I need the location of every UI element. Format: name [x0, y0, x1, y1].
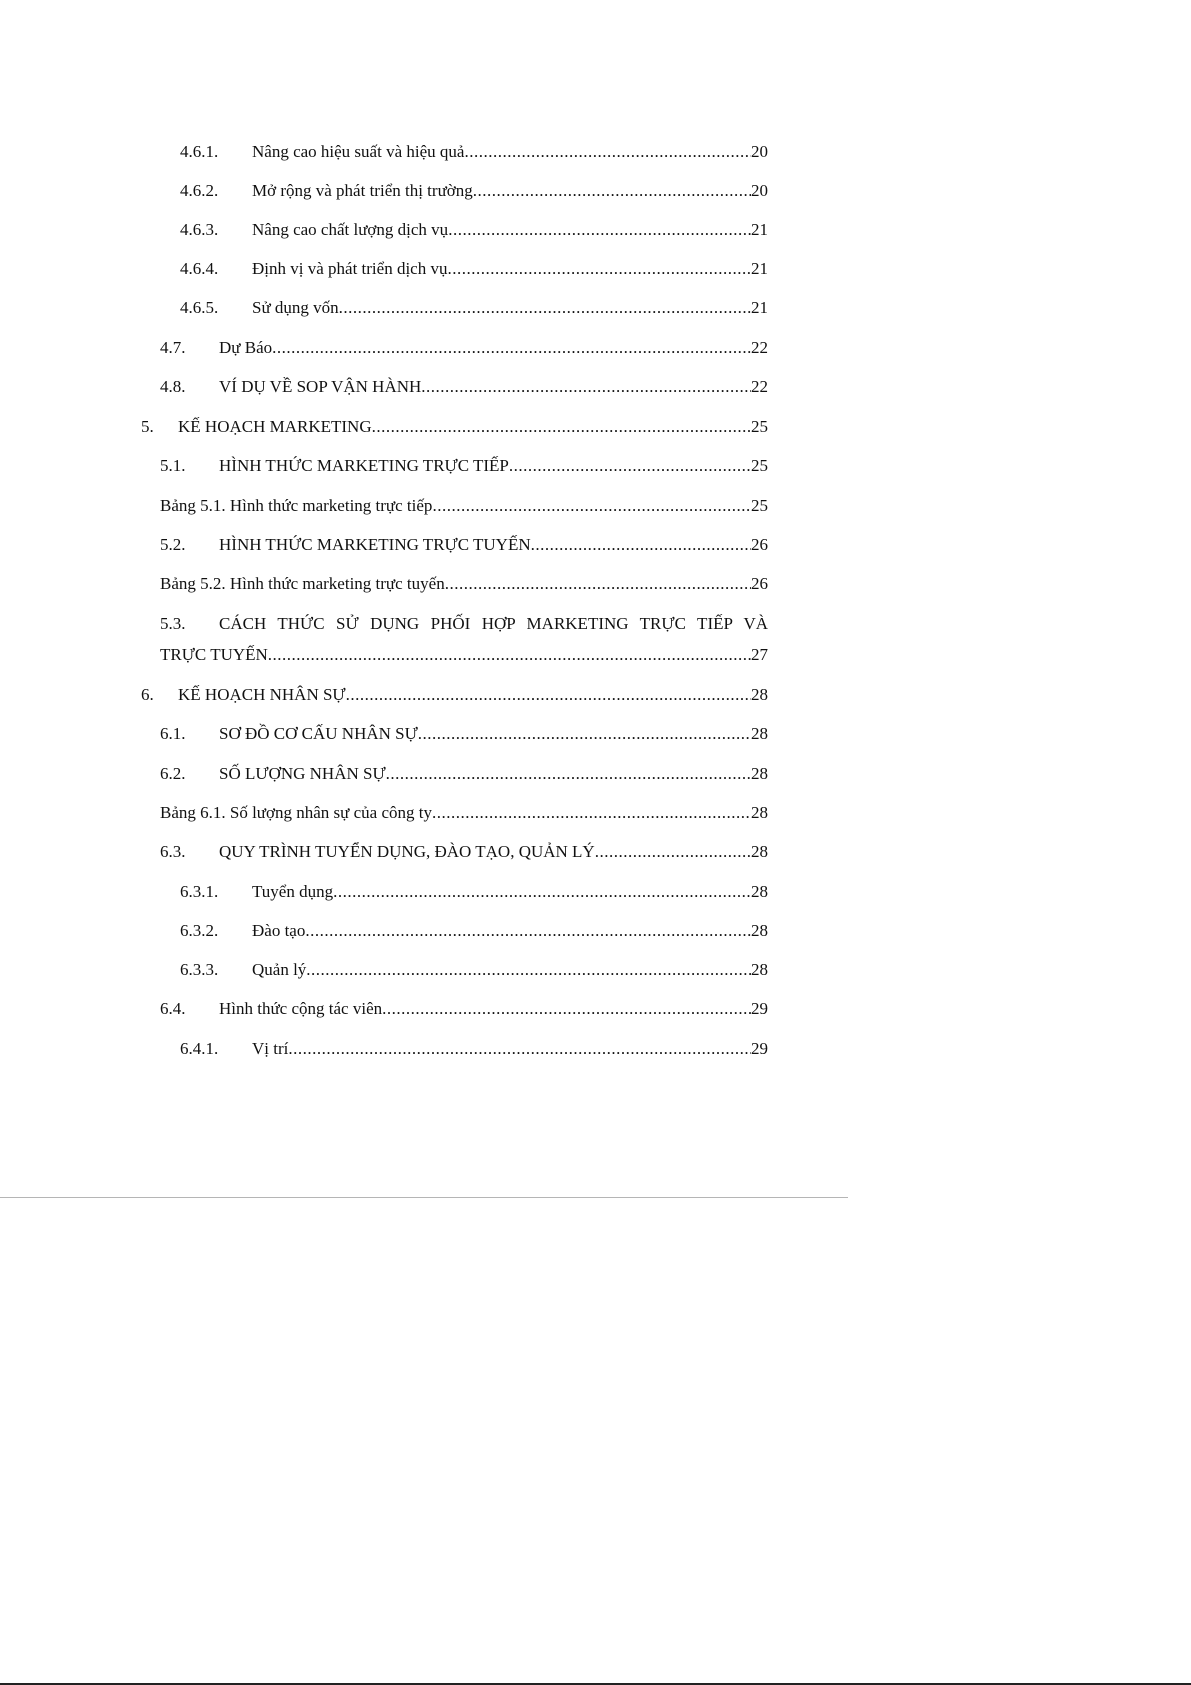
toc-entry-page: 20	[751, 181, 768, 200]
toc-entry-page: 28	[751, 921, 768, 940]
toc-entry[interactable]	[0, 880, 1191, 904]
toc-entry-page: 28	[751, 685, 768, 704]
dot-leader	[386, 762, 751, 786]
toc-entry[interactable]	[0, 296, 1191, 320]
toc-entry-page: 25	[751, 417, 768, 436]
toc-entry[interactable]	[0, 722, 1191, 746]
page-divider	[0, 1197, 848, 1198]
toc-entry-title: Bảng 5.2. Hình thức marketing trực tuyến	[160, 574, 445, 593]
toc-entry[interactable]	[0, 683, 1191, 707]
toc-entry-number: 6.3.1.	[180, 882, 219, 901]
toc-entry[interactable]	[0, 415, 1191, 439]
toc-entry-title: TRỰC TUYẾN	[160, 645, 268, 664]
toc-entry-title: Nâng cao chất lượng dịch vụ	[252, 220, 449, 239]
dot-leader	[305, 919, 751, 943]
toc-entry-page: 28	[751, 960, 768, 979]
toc-entry[interactable]	[0, 218, 1191, 242]
dot-leader	[531, 533, 751, 557]
toc-entry-page: 28	[751, 882, 768, 901]
toc-table-entry[interactable]	[0, 572, 1191, 596]
toc-entry-title: Bảng 6.1. Số lượng nhân sự của công ty	[160, 803, 432, 822]
toc-entry-leader	[219, 840, 768, 864]
toc-entry-leader	[219, 997, 768, 1021]
toc-entry[interactable]	[0, 179, 1191, 203]
toc-entry-title: SỐ LƯỢNG NHÂN SỰ	[219, 764, 386, 783]
toc-entry[interactable]	[0, 533, 1191, 557]
toc-entry-title: Vị trí	[252, 1039, 289, 1058]
dot-leader	[306, 958, 751, 982]
dot-leader	[509, 454, 751, 478]
toc-entry-title: Dự Báo	[219, 338, 273, 357]
toc-entry[interactable]	[0, 762, 1191, 786]
dot-leader	[288, 1037, 751, 1061]
dot-leader	[272, 336, 751, 360]
toc-entry[interactable]	[0, 958, 1191, 982]
toc-entry-page: 25	[751, 496, 768, 515]
toc-entry-leader	[252, 179, 768, 203]
toc-entry-number: 5.3.	[160, 614, 186, 633]
dot-leader	[447, 257, 751, 281]
toc-entry-number: 6.3.2.	[180, 921, 219, 940]
toc-entry-page: 21	[751, 220, 768, 239]
toc-entry-title: Sử dụng vốn	[252, 298, 339, 317]
dot-leader	[421, 375, 751, 399]
toc-entry[interactable]	[0, 840, 1191, 864]
toc-table-entry[interactable]	[0, 494, 1191, 518]
toc-entry-title: HÌNH THỨC MARKETING TRỰC TUYẾN	[219, 535, 531, 554]
toc-entry-page: 28	[751, 724, 768, 743]
toc-entry-title: HÌNH THỨC MARKETING TRỰC TIẾP	[219, 456, 509, 475]
dot-leader	[418, 722, 751, 746]
toc-entry-title: SƠ ĐỒ CƠ CẤU NHÂN SỰ	[219, 724, 418, 743]
dot-leader	[372, 415, 751, 439]
toc-entry-number: 5.	[141, 417, 154, 436]
toc-entry-number: 6.1.	[160, 724, 186, 743]
toc-entry-leader	[219, 762, 768, 786]
toc-entry-title: Quản lý	[252, 960, 307, 979]
toc-entry-number: 4.6.1.	[180, 142, 219, 161]
dot-leader	[268, 643, 751, 667]
toc-entry-title: Hình thức cộng tác viên	[219, 999, 383, 1018]
dot-leader	[339, 296, 751, 320]
toc-entry-leader	[252, 140, 768, 164]
toc-entry-title: VÍ DỤ VỀ SOP VẬN HÀNH	[219, 377, 422, 396]
toc-entry-leader	[252, 1037, 768, 1061]
toc-entry-leader	[160, 801, 768, 825]
toc-entry-page: 26	[751, 535, 768, 554]
toc-entry[interactable]	[0, 997, 1191, 1021]
toc-entry[interactable]	[0, 612, 1191, 636]
toc-entry-number: 6.	[141, 685, 154, 704]
dot-leader	[464, 140, 751, 164]
toc-entry-title: Định vị và phát triển dịch vụ	[252, 259, 448, 278]
toc-entry-title: Tuyển dụng	[252, 882, 334, 901]
toc-entry-leader	[252, 880, 768, 904]
toc-entry-leader	[219, 722, 768, 746]
toc-entry-page: 29	[751, 1039, 768, 1058]
toc-entry-title: Đào tạo	[252, 921, 306, 940]
dot-leader	[432, 494, 751, 518]
toc-entry-number: 4.6.4.	[180, 259, 219, 278]
dot-leader	[333, 880, 751, 904]
toc-entry[interactable]	[0, 454, 1191, 478]
toc-entry-number: 4.6.2.	[180, 181, 219, 200]
toc-entry[interactable]	[0, 257, 1191, 281]
toc-entry-number: 6.3.	[160, 842, 186, 861]
toc-entry-page: 20	[751, 142, 768, 161]
toc-entry-page: 29	[751, 999, 768, 1018]
toc-entry-number: 4.7.	[160, 338, 186, 357]
toc-entry-number: 6.4.	[160, 999, 186, 1018]
toc-entry-leader	[219, 454, 768, 478]
toc-entry-leader	[178, 415, 768, 439]
toc-entry-title: KẾ HOẠCH MARKETING	[178, 417, 372, 436]
toc-entry-title-line1: CÁCH THỨC SỬ DỤNG PHỐI HỢP MARKETING TRỰC TIẾP VÀ	[219, 614, 768, 633]
toc-entry-number: 6.4.1.	[180, 1039, 219, 1058]
toc-entry-page: 26	[751, 574, 768, 593]
toc-entry-title: Nâng cao hiệu suất và hiệu quả	[252, 142, 465, 161]
toc-entry-continuation[interactable]	[0, 643, 1191, 667]
toc-entry-page: 22	[751, 338, 768, 357]
toc-entry-leader	[219, 533, 768, 557]
toc-table-entry[interactable]	[0, 801, 1191, 825]
toc-entry-number: 4.8.	[160, 377, 186, 396]
toc-entry-number: 5.2.	[160, 535, 186, 554]
toc-entry[interactable]	[0, 375, 1191, 399]
toc-entry-leader	[219, 336, 768, 360]
toc-entry-page: 28	[751, 764, 768, 783]
toc-entry-leader	[252, 958, 768, 982]
toc-entry-leader	[160, 494, 768, 518]
toc-entry-leader	[252, 257, 768, 281]
toc-entry[interactable]	[0, 1037, 1191, 1061]
toc-entry-page: 28	[751, 842, 768, 861]
dot-leader	[595, 840, 751, 864]
toc-entry-leader	[252, 218, 768, 242]
toc-entry-title: Bảng 5.1. Hình thức marketing trực tiếp	[160, 496, 433, 515]
toc-entry-page: 27	[751, 645, 768, 664]
toc-entry-leader	[160, 643, 768, 667]
toc-entry-number: 4.6.3.	[180, 220, 219, 239]
toc-entry-page: 21	[751, 259, 768, 278]
dot-leader	[432, 801, 751, 825]
toc-entry-page: 25	[751, 456, 768, 475]
toc-entry-leader	[178, 683, 768, 707]
toc-entry-number: 5.1.	[160, 456, 186, 475]
toc-entry-number: 6.3.3.	[180, 960, 219, 979]
toc-entry-title: QUY TRÌNH TUYỂN DỤNG, ĐÀO TẠO, QUẢN LÝ	[219, 842, 595, 861]
toc-entry-leader	[160, 572, 768, 596]
dot-leader	[445, 572, 751, 596]
toc-entry[interactable]	[0, 140, 1191, 164]
dot-leader	[473, 179, 751, 203]
toc-entry[interactable]	[0, 919, 1191, 943]
toc-entry-page: 22	[751, 377, 768, 396]
toc-entry[interactable]	[0, 336, 1191, 360]
toc-entry-leader	[252, 919, 768, 943]
dot-leader	[346, 683, 751, 707]
toc-entry-page: 21	[751, 298, 768, 317]
toc-entry-title: KẾ HOẠCH NHÂN SỰ	[178, 685, 346, 704]
dot-leader	[448, 218, 751, 242]
toc-entry-number: 4.6.5.	[180, 298, 219, 317]
toc-entry-page: 28	[751, 803, 768, 822]
dot-leader	[382, 997, 751, 1021]
toc-entry-number: 6.2.	[160, 764, 186, 783]
toc-entry-title: Mở rộng và phát triển thị trường	[252, 181, 473, 200]
toc-entry-leader	[219, 375, 768, 399]
toc-entry-leader	[252, 296, 768, 320]
